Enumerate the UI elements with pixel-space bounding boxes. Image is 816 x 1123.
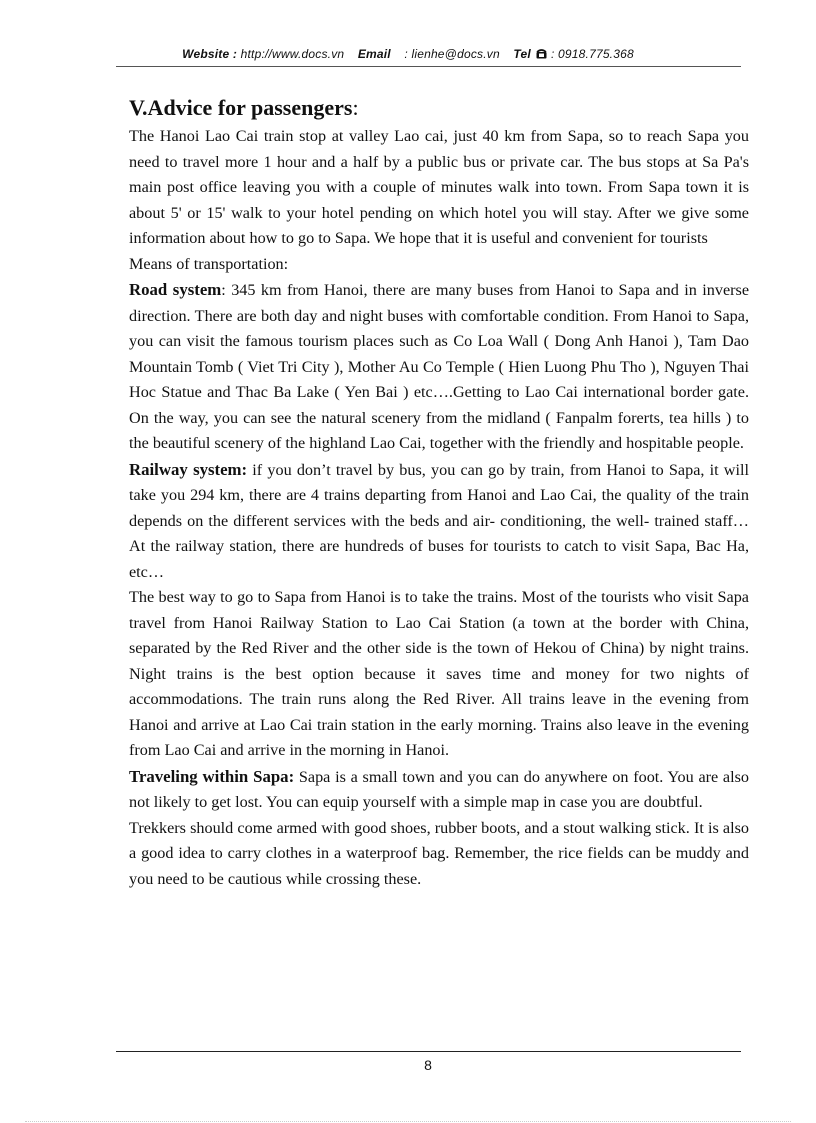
footer-divider: [116, 1051, 741, 1052]
page-edge-dotted-line: [25, 1121, 791, 1122]
document-body: [129, 92, 749, 892]
traveling-within-label: Traveling within Sapa:: [129, 766, 295, 786]
email-label: Email: [357, 47, 391, 61]
traveling-within-text: Sapa is a small town and you can do anywhere on foot. You are also not likely to get lost. You can equip yourself with a simple map in case you are doubtful.: [129, 767, 750, 811]
road-system-text: : 345 km from Hanoi, there are many buses from Hanoi to Sapa and in inverse direction. There are both day and night buses with comfortable condition. From Hanoi to Sapa, you can visit the famous tourism places such as Co Loa Wall ( Dong Anh Hanoi ), Tam Dao Mountain Tomb ( Viet Tri City ), Mother Au Co Temple ( Hien Luong Phu Tho ), Nguyen Thai Hoc Statue and Thac Ba Lake ( Yen Bai ) etc….Getting to Lao Cai international border gate. On the way, you can see the natural scenery from the midland ( Fanpalm forerts, tea hills ) to the beautiful scenery of the highland Lao Cai, together with the friendly and hospitable people.: [129, 281, 749, 452]
phone-icon: [536, 49, 547, 59]
road-system-paragraph: [129, 277, 749, 457]
railway-system-paragraph: [129, 457, 749, 586]
email-address: : lienhe@docs.vn: [404, 47, 500, 61]
website-url: http://www.docs.vn: [240, 47, 345, 61]
best-way-paragraph: The best way to go to Sapa from Hanoi is to take the trains. Most of the tourists who visit Sapa travel from Hanoi Railway Station to Lao Cai Station (a town at the border with China, separated by the Red River and the other side is the town of Hekou of China) by night trains. Night trains is the best option because it saves time and money for two nights of accommodations. The train runs along the Red River. All trains leave in the evening from Hanoi and arrive at Lao Cai train station in the early morning. Trains also leave in the evening from Lao Cai and arrive in the morning in Hanoi.: [129, 588, 749, 759]
header-divider: [116, 66, 741, 67]
trekkers-paragraph: Trekkers should come armed with good shoes, rubber boots, and a stout walking stick. It is also a good idea to carry clothes in a waterproof bag. Remember, the rice fields can be muddy and you need to be cautious while crossing these.: [129, 818, 749, 888]
railway-system-label: Railway system:: [129, 459, 248, 479]
section-heading-text: V.Advice for passengers: [129, 95, 353, 120]
intro-paragraph: The Hanoi Lao Cai train stop at valley Lao cai, just 40 km from Sapa, so to reach Sapa you need to travel more 1 hour and a half by a public bus or private car. The bus stops at Sa Pa's main post office leaving you with a couple of minutes walk into town. From Sapa town it is about 5' or 15' walk to your hotel pending on which hotel you will stay. After we give some information about how to go to Sapa. We hope that it is useful and convenient for tourists: [129, 127, 749, 247]
section-heading: [129, 92, 749, 124]
railway-system-text: if you don’t travel by bus, you can go by train, from Hanoi to Sapa, it will take you 294 km, there are 4 trains departing from Hanoi and Lao Cai, the quality of the train depends on the different services with the beds and air- conditioning, the well- trained staff…At the railway station, there are hundreds of buses for tourists to catch to visit Sapa, Bac Ha, etc…: [129, 460, 749, 581]
traveling-within-paragraph: [129, 764, 749, 816]
means-of-transportation: Means of transportation:: [129, 254, 289, 273]
page-header: [0, 47, 816, 61]
website-label: Website :: [182, 47, 238, 61]
road-system-label: Road system: [129, 280, 222, 299]
tel-number: : 0918.775.368: [550, 47, 634, 61]
tel-label: Tel: [513, 47, 531, 61]
page-number: 8: [424, 1057, 432, 1073]
section-heading-colon: :: [352, 95, 359, 120]
